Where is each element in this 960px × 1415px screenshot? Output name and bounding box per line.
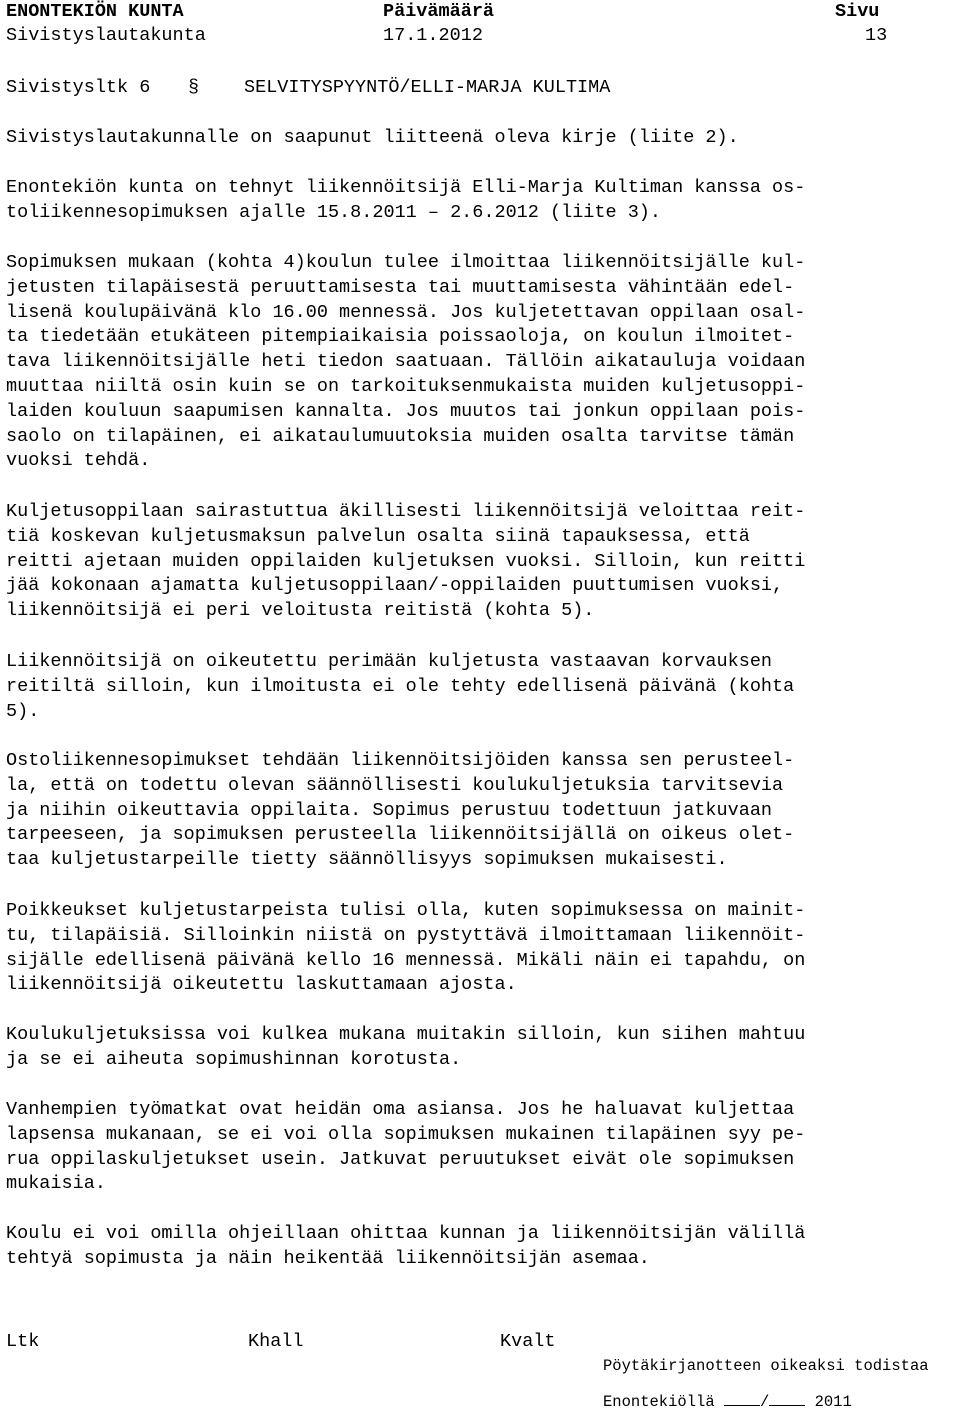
text-line: ja se ei aiheuta sopimushinnan korotusta. xyxy=(6,1048,462,1070)
text-line: 5). xyxy=(6,700,40,722)
committee-name: Sivistyslautakunta xyxy=(6,25,206,46)
paragraph-9 xyxy=(6,1098,954,1197)
text-line: tehtyä sopimusta ja näin heikentää liikennöitsijän asemaa. xyxy=(6,1247,650,1269)
paragraph-1 xyxy=(6,126,954,151)
text-line: Poikkeukset kuljetustarpeista tulisi olla, kuten sopimuksessa on mainit- xyxy=(6,900,806,921)
text-line: toliikennesopimuksen ajalle 15.8.2011 – 2.6.2012 (liite 3). xyxy=(6,201,662,223)
page-number: 13 xyxy=(865,25,888,46)
paragraph-2 xyxy=(6,176,954,226)
section-title: SELVITYSPYYNTÖ/ELLI-MARJA KULTIMA xyxy=(244,77,611,98)
text-line: tiä koskevan kuljetusmaksun palvelun osalta siinä tapauksessa, että xyxy=(6,525,750,547)
text-line: vuoksi tehdä. xyxy=(6,450,151,472)
text-line: tava liikennöitsijälle heti tiedon saatuaan. Tällöin aikatauluja voidaan xyxy=(6,351,806,373)
text-line: ja niihin oikeuttavia oppilaita. Sopimus perustuu todettuun jatkuvaan xyxy=(6,799,773,821)
day-blank xyxy=(724,1391,760,1406)
text-line: mukaisia. xyxy=(6,1173,106,1195)
paragraph-5 xyxy=(6,650,954,724)
text-line: muuttaa niiltä osin kuin se on tarkoituksenmukaista muiden kuljetusoppi- xyxy=(6,375,806,397)
text-line: reitti ajetaan muiden oppilaiden kuljetuksen vuoksi. Silloin, kun reitti xyxy=(6,550,806,572)
text-line: liikennöitsijä ei peri veloitusta reitistä (kohta 5). xyxy=(6,600,595,622)
text-line: laiden kouluun saapumisen kannalta. Jos muutos tai jonkun oppilaan pois- xyxy=(6,400,806,422)
text-line: tarpeeseen, ja sopimuksen perusteella liikennöitsijällä on oikeus olet- xyxy=(6,824,795,846)
paragraph-7 xyxy=(6,899,954,998)
meeting-date: 17.1.2012 xyxy=(383,25,483,46)
text-line: jetusten tilapäisestä peruuttamisesta tai muuttamisesta vähintään edel- xyxy=(6,276,795,298)
text-line: rua oppilaskuljetukset usein. Jatkuvat peruutukset eivät ole sopimuksen xyxy=(6,1148,795,1170)
text-line: lisenä koulupäivänä klo 16.00 mennessä. Jos kuljetettavan oppilaan osal- xyxy=(6,301,806,323)
footer-ltk: Ltk xyxy=(6,1331,40,1352)
paragraph-3 xyxy=(6,251,954,474)
page-label: Sivu xyxy=(835,1,880,22)
text-line: la, että on todettu olevan säännöllisesti koulukuljetuksia tarvitsevia xyxy=(6,774,784,796)
text-line: Kuljetusoppilaan sairastuttua äkillisesti liikennöitsijä veloittaa reit- xyxy=(6,501,806,522)
month-blank xyxy=(769,1391,805,1406)
text-line: ta tiedetään etukäteen pitempiaikaisia poissaoloja, on koulun ilmoitet- xyxy=(6,326,795,348)
text-line: Sivistyslautakunnalle on saapunut liitteenä oleva kirje (liite 2). xyxy=(6,127,739,148)
text-line: Liikennöitsijä on oikeutettu perimään kuljetusta vastaavan korvauksen xyxy=(6,651,773,672)
org-name: ENONTEKIÖN KUNTA xyxy=(6,1,184,22)
text-line: Koulukuljetuksissa voi kulkea mukana muitakin silloin, kun siihen mahtuu xyxy=(6,1024,806,1045)
footer-khall: Khall xyxy=(248,1331,304,1352)
text-line: saolo on tilapäinen, ei aikataulumuutoksia muiden osalta tarvitse tämän xyxy=(6,425,795,447)
year: 2011 xyxy=(814,1393,852,1411)
text-line: Sopimuksen mukaan (kohta 4)koulun tulee ilmoittaa liikennöitsijälle kul- xyxy=(6,252,806,273)
text-line: taa kuljetustarpeille tietty säännöllisyys sopimuksen mukaisesti. xyxy=(6,849,728,871)
footer-kvalt: Kvalt xyxy=(500,1331,556,1352)
paragraph-8 xyxy=(6,1023,954,1073)
paragraph-4 xyxy=(6,500,954,624)
text-line: Vanhempien työmatkat ovat heidän oma asiansa. Jos he haluavat kuljettaa xyxy=(6,1099,795,1120)
paragraph-symbol: § xyxy=(188,77,200,98)
date-label: Päivämäärä xyxy=(383,1,495,22)
item-reference: Sivistysltk 6 xyxy=(6,77,151,98)
date-separator: / xyxy=(759,1393,770,1411)
text-line: Enontekiön kunta on tehnyt liikennöitsijä Elli-Marja Kultiman kanssa os- xyxy=(6,177,806,198)
place-name: Enontekiöllä xyxy=(603,1393,715,1411)
certification-text: Pöytäkirjanotteen oikeaksi todistaa xyxy=(603,1357,929,1375)
text-line: reitiltä silloin, kun ilmoitusta ei ole tehty edellisenä päivänä (kohta xyxy=(6,675,795,697)
text-line: tu, tilapäisiä. Silloinkin niistä on pystyttävä ilmoittamaan liikennöit- xyxy=(6,924,806,946)
text-line: Koulu ei voi omilla ohjeillaan ohittaa kunnan ja liikennöitsijän välillä xyxy=(6,1223,806,1244)
paragraph-10 xyxy=(6,1222,954,1272)
text-line: sijälle edellisenä päivänä kello 16 mennessä. Mikäli näin ei tapahdu, on xyxy=(6,949,806,971)
text-line: liikennöitsijä oikeutettu laskuttamaan ajosta. xyxy=(6,974,517,996)
signature-line xyxy=(603,1390,852,1415)
text-line: jää kokonaan ajamatta kuljetusoppilaan/-oppilaiden puuttumisen vuoksi, xyxy=(6,575,784,597)
text-line: lapsensa mukanaan, se ei voi olla sopimuksen mukainen tilapäinen syy pe- xyxy=(6,1123,806,1145)
paragraph-6 xyxy=(6,749,954,873)
text-line: Ostoliikennesopimukset tehdään liikennöitsijöiden kanssa sen perusteel- xyxy=(6,750,795,771)
